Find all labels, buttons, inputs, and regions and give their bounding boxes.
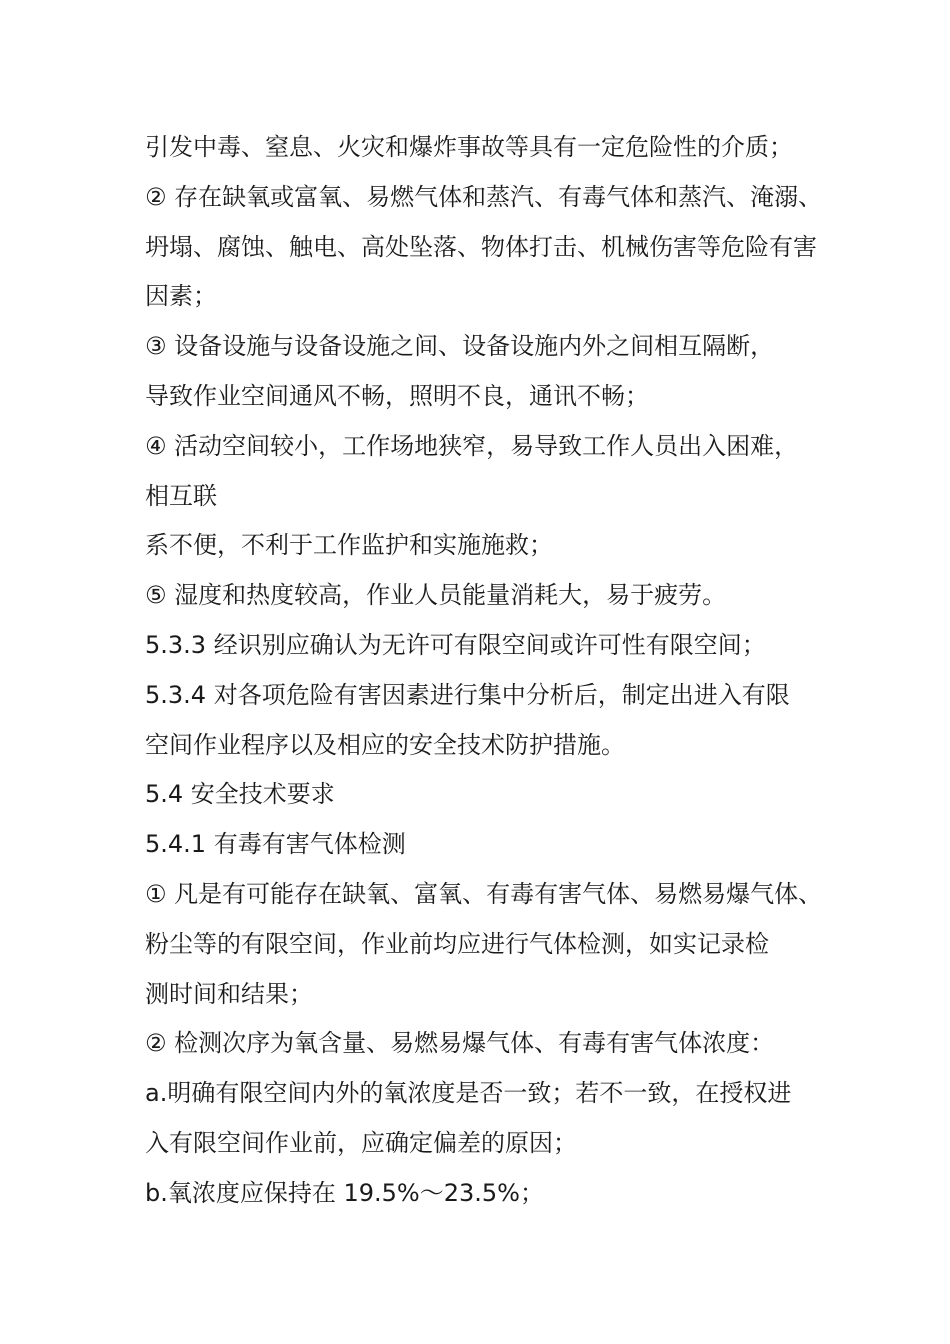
section-heading: 5.3.4 对各项危险有害因素进行集中分析后，制定出进入有限 — [145, 680, 790, 709]
section-heading: 5.4 安全技术要求 — [145, 780, 335, 809]
text-line: ④ 活动空间较小，工作场地狭窄，易导致工作人员出入困难， — [145, 431, 799, 460]
section-heading: 5.3.3 经识别应确认为无许可有限空间或许可性有限空间； — [145, 630, 766, 659]
text-line: ⑤ 湿度和热度较高，作业人员能量消耗大，易于疲劳。 — [145, 581, 727, 610]
text-line: 相互联 — [145, 481, 217, 510]
text-line: 导致作业空间通风不畅，照明不良，通讯不畅； — [145, 381, 649, 410]
document-body — [145, 123, 835, 1219]
text-line: ② 存在缺氧或富氧、易燃气体和蒸汽、有毒气体和蒸汽、淹溺、 — [145, 182, 823, 211]
text-line: 粉尘等的有限空间，作业前均应进行气体检测，如实记录检 — [145, 929, 769, 958]
text-line: 因素； — [145, 282, 217, 311]
text-line: ② 检测次序为氧含量、易燃易爆气体、有毒有害气体浓度： — [145, 1029, 775, 1058]
section-heading: 5.4.1 有毒有害气体检测 — [145, 830, 406, 859]
text-line: 引发中毒、窒息、火灾和爆炸事故等具有一定危险性的介质； — [145, 133, 793, 161]
text-line: a.明确有限空间内外的氧浓度是否一致；若不一致，在授权进 — [145, 1079, 792, 1108]
text-line: 系不便，不利于工作监护和实施施救； — [145, 531, 553, 560]
text-line: 测时间和结果； — [145, 979, 313, 1008]
text-line: ① 凡是有可能存在缺氧、富氧、有毒有害气体、易燃易爆气体、 — [145, 879, 823, 908]
text-line: b.氧浓度应保持在 19.5%～23.5%； — [145, 1178, 544, 1207]
text-line: 空间作业程序以及相应的安全技术防护措施。 — [145, 730, 625, 759]
text-line: ③ 设备设施与设备设施之间、设备设施内外之间相互隔断， — [145, 332, 775, 361]
text-line: 入有限空间作业前，应确定偏差的原因； — [145, 1128, 577, 1157]
text-line: 坍塌、腐蚀、触电、高处坠落、物体打击、机械伤害等危险有害 — [145, 232, 817, 261]
